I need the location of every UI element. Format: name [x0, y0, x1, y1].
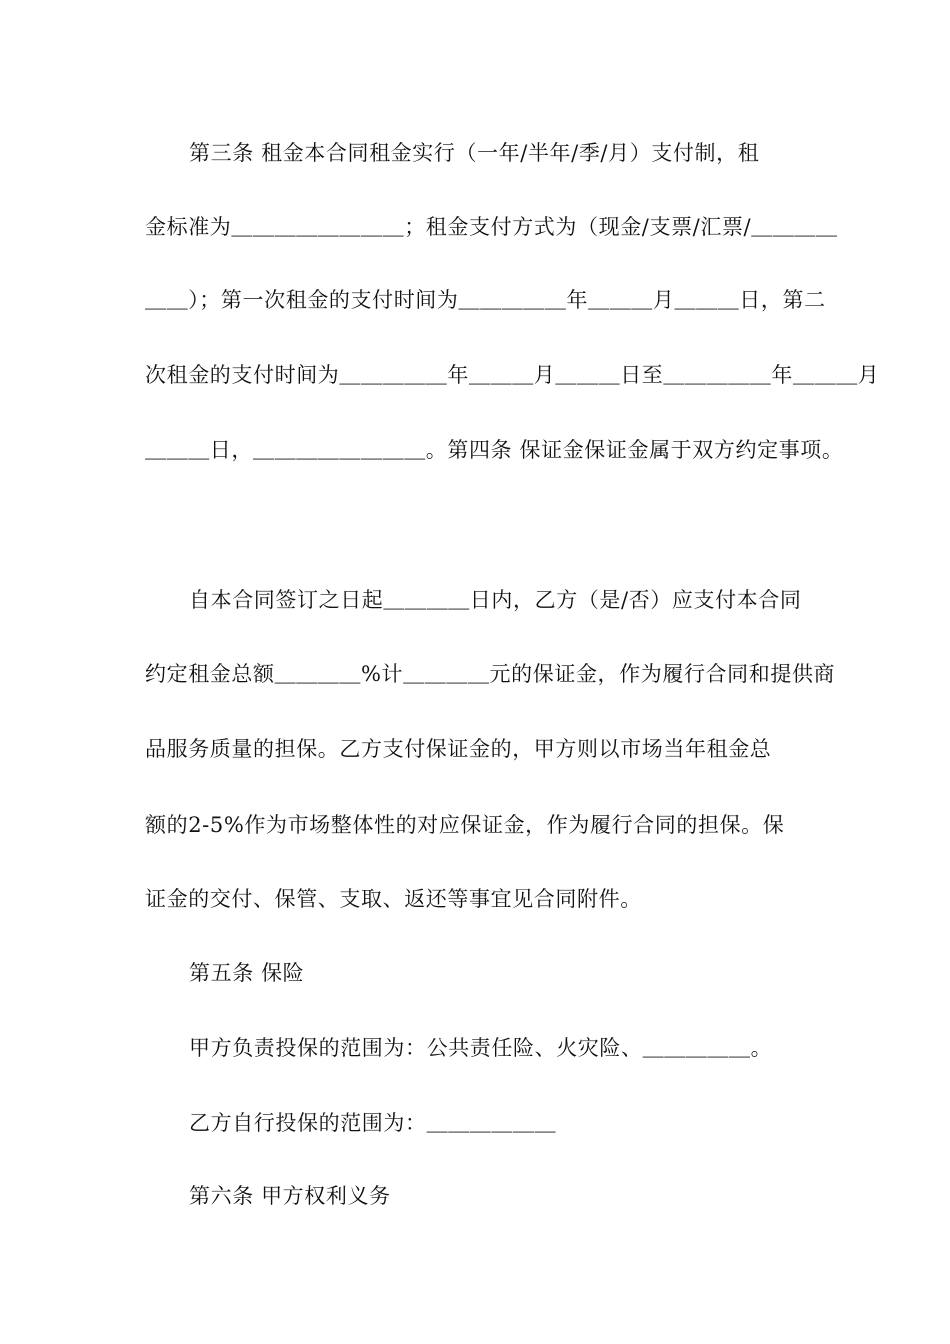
paragraph-line: 证金的交付、保管、支取、返还等事宜见合同附件。 [145, 887, 642, 911]
paragraph-line: 乙方自行投保的范围为：＿＿＿＿＿＿ [189, 1111, 557, 1135]
paragraph-line: ＿＿）；第一次租金的支付时间为＿＿＿＿＿年＿＿＿月＿＿＿日，第二 [145, 288, 826, 312]
paragraph-line: ＿＿＿日，＿＿＿＿＿＿＿＿。第四条 保证金保证金属于双方约定事项。 [145, 438, 844, 462]
paragraph-line: 品服务质量的担保。乙方支付保证金的，甲方则以市场当年租金总 [145, 737, 772, 761]
paragraph-line: 自本合同签订之日起＿＿＿＿日内，乙方（是/否）应支付本合同 [189, 588, 802, 612]
paragraph-line: 金标准为＿＿＿＿＿＿＿＿；租金支付方式为（现金/支票/汇票/＿＿＿＿ [145, 215, 838, 239]
paragraph-line: 约定租金总额＿＿＿＿%计＿＿＿＿元的保证金，作为履行合同和提供商 [145, 662, 836, 686]
paragraph-line: 第三条 租金本合同租金实行（一年/半年/季/月）支付制，租 [189, 141, 760, 165]
paragraph-line: 次租金的支付时间为＿＿＿＿＿年＿＿＿月＿＿＿日至＿＿＿＿＿年＿＿＿月 [145, 363, 880, 387]
section-heading: 第六条 甲方权利义务 [189, 1184, 391, 1208]
section-heading: 第五条 保险 [189, 961, 305, 985]
paragraph-line: 甲方负责投保的范围为：公共责任险、火灾险、＿＿＿＿＿。 [189, 1036, 773, 1060]
paragraph-line: 额的2-5%作为市场整体性的对应保证金，作为履行合同的担保。保 [145, 813, 785, 837]
